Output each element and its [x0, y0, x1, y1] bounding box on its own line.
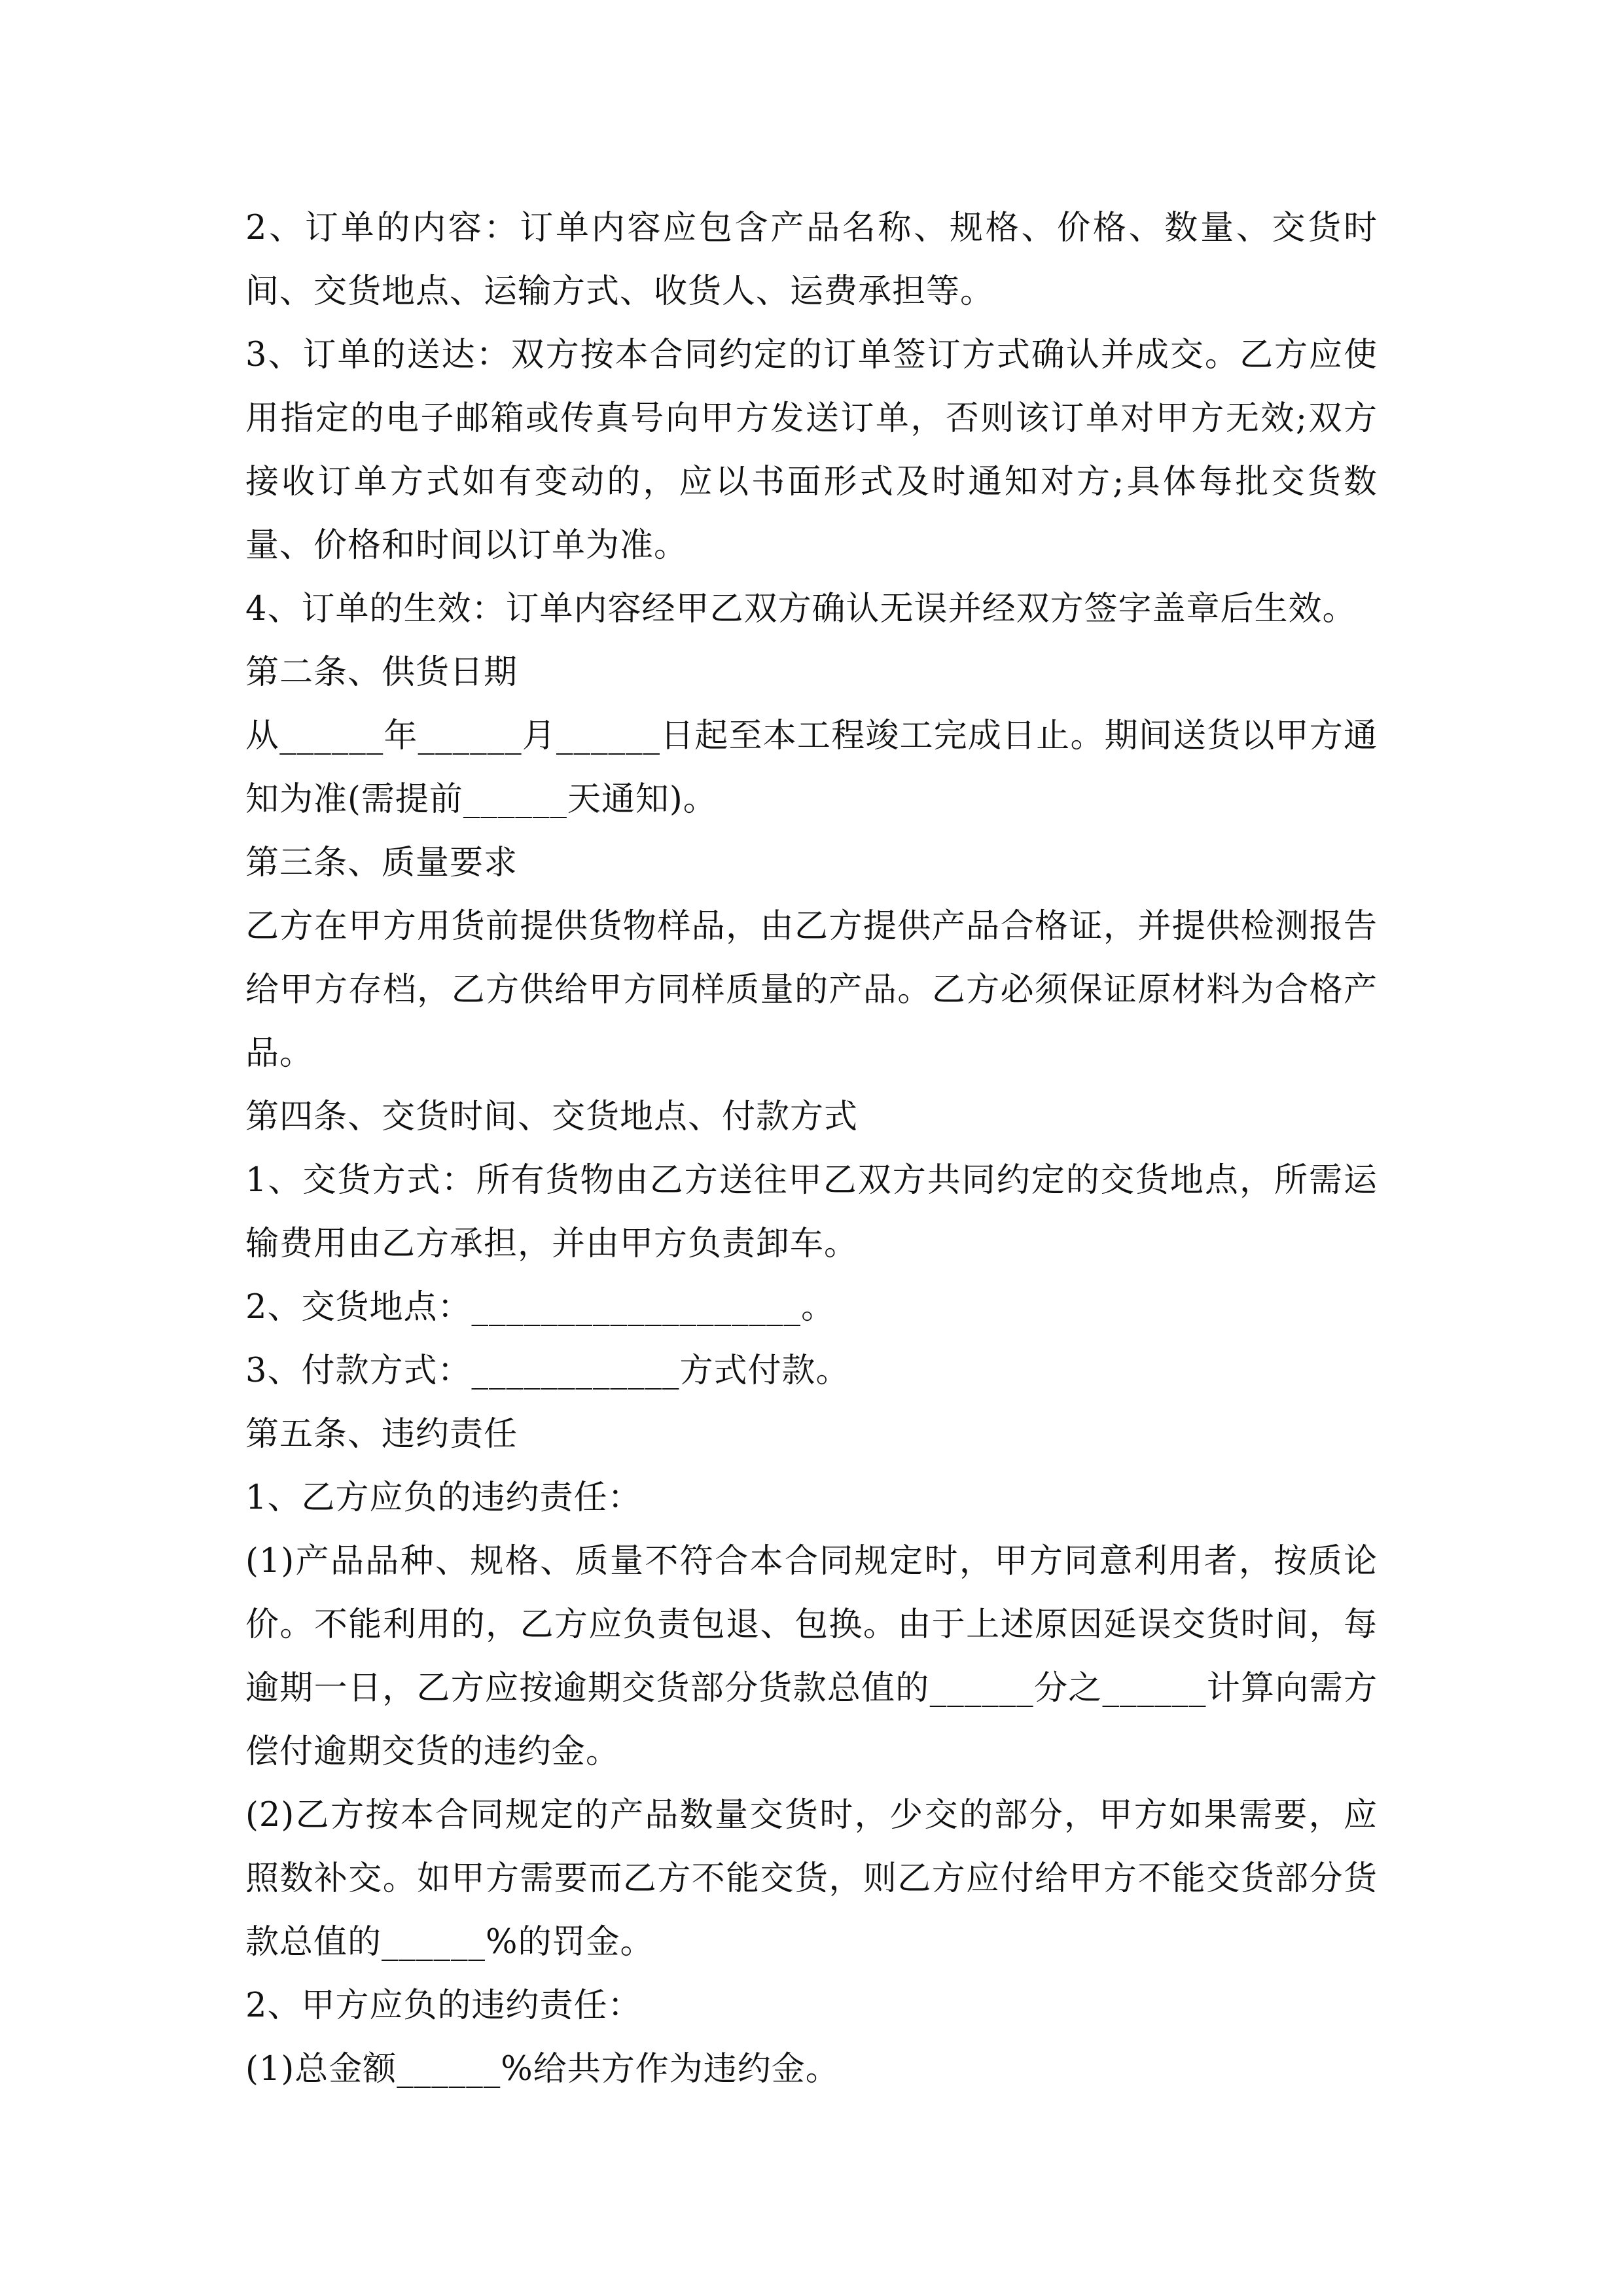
clause-order-delivery: 3、订单的送达：双方按本合同约定的订单签订方式确认并成交。乙方应使用指定的电子邮箱或传真号向甲方发送订单，否则该订单对甲方无效;双方接收订单方式如有变动的，应以书面形式及时通知对方;具体每批交货数量、价格和时间以订单为准。	[245, 336, 1378, 565]
document-body	[245, 196, 1378, 2101]
supply-date-paragraph: 从______年______月______日起至本工程竣工完成日止。期间送货以甲方通知为准(需提前______天通知)。	[245, 717, 1378, 819]
clause-party-b-liability: 1、乙方应负的违约责任：	[245, 1479, 642, 1517]
clause-party-a-liability: 2、甲方应负的违约责任：	[245, 1986, 642, 2025]
clause-b-item-1: (1)产品品种、规格、质量不符合本合同规定时，甲方同意利用者，按质论价。不能利用的，乙方应负责包退、包换。由于上述原因延误交货时间，每逾期一日，乙方应按逾期交货部分货款总值的______分之______计算向需方偿付逾期交货的违约金。	[245, 1542, 1378, 1771]
article-2-heading: 第二条、供货日期	[245, 653, 518, 692]
clause-order-effective: 4、订单的生效：订单内容经甲乙双方确认无误并经双方签字盖章后生效。	[245, 590, 1357, 628]
clause-order-content: 2、订单的内容：订单内容应包含产品名称、规格、价格、数量、交货时间、交货地点、运输方式、收货人、运费承担等。	[245, 209, 1378, 311]
article-3-heading: 第三条、质量要求	[245, 844, 518, 882]
clause-delivery-method: 1、交货方式：所有货物由乙方送往甲乙双方共同约定的交货地点，所需运输费用由乙方承担，并由甲方负责卸车。	[245, 1161, 1378, 1263]
clause-b-item-2: (2)乙方按本合同规定的产品数量交货时，少交的部分，甲方如果需要，应照数补交。如甲方需要而乙方不能交货，则乙方应付给甲方不能交货部分货款总值的______%的罚金。	[245, 1796, 1378, 1962]
article-5-heading: 第五条、违约责任	[245, 1415, 518, 1454]
article-4-heading: 第四条、交货时间、交货地点、付款方式	[245, 1098, 859, 1136]
clause-a-item-1: (1)总金额______%给共方作为违约金。	[245, 2050, 840, 2089]
quality-requirement-paragraph: 乙方在甲方用货前提供货物样品，由乙方提供产品合格证，并提供检测报告给甲方存档，乙方供给甲方同样质量的产品。乙方必须保证原材料为合格产品。	[245, 907, 1378, 1073]
clause-delivery-location: 2、交货地点：___________________。	[245, 1288, 835, 1327]
clause-payment-method: 3、付款方式：____________方式付款。	[245, 1352, 850, 1390]
